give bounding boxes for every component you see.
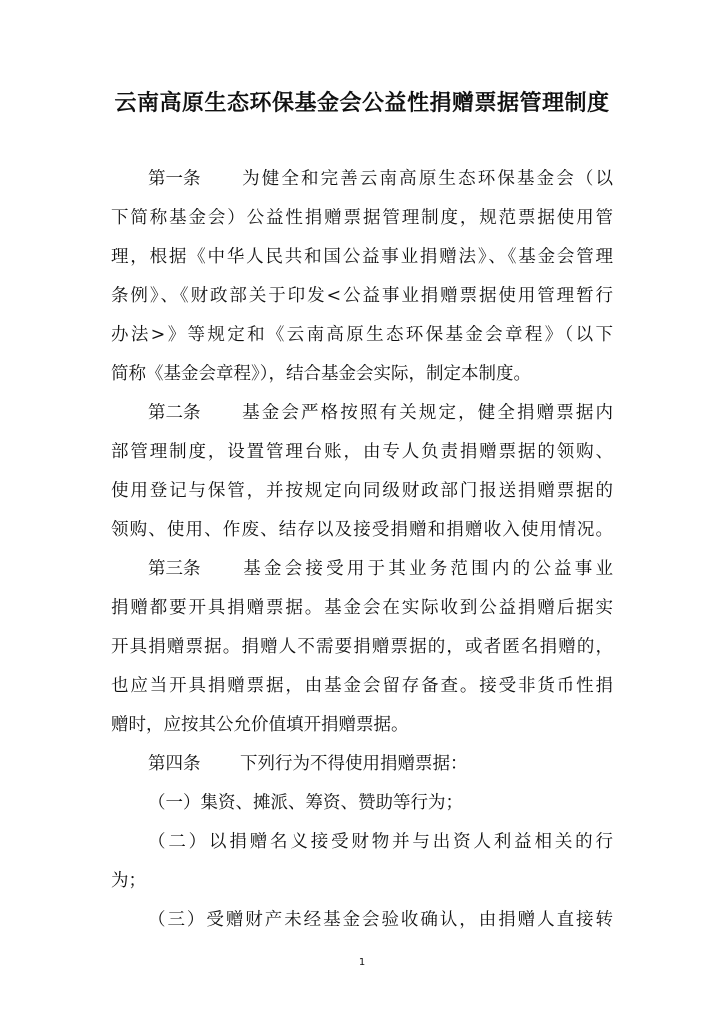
list-item-2: （二）以捐赠名义接受财物并与出资人利益相关的行 xyxy=(148,832,613,852)
list-item-3: （三）受赠财产未经基金会验收确认，由捐赠人直接转 xyxy=(148,910,613,930)
paragraph-line: 领购、使用、作废、结存以及接受捐赠和捐赠收入使用情况。 xyxy=(111,520,613,540)
paragraph-line: 也应当开具捐赠票据，由基金会留存备查。接受非货币性捐 xyxy=(111,676,613,696)
paragraph-line: 简称《基金会章程》），结合基金会实际，制定本制度。 xyxy=(111,364,531,384)
paragraph-line: 赠时，应按其公允价值填开捐赠票据。 xyxy=(111,715,409,735)
article-1-text: 为健全和完善云南高原生态环保基金会（以 xyxy=(240,169,613,189)
list-item-2-continuation: 为； xyxy=(111,871,146,891)
article-2-text: 基金会严格按照有关规定，健全捐赠票据内 xyxy=(240,403,613,423)
list-item-1: （一）集资、摊派、筹资、赞助等行为； xyxy=(148,793,463,813)
article-2-line-1 xyxy=(111,394,613,433)
article-3-heading: 第三条 xyxy=(148,559,201,579)
paragraph-line: 办法>》等规定和《云南高原生态环保基金会章程》（以下 xyxy=(111,325,613,345)
page-number: 1 xyxy=(358,957,366,968)
paragraph-line: 条例》、《财政部关于印发<公益事业捐赠票据使用管理暂行 xyxy=(111,286,613,306)
article-4-heading: 第四条 xyxy=(148,754,201,774)
article-1-line-1 xyxy=(111,160,613,199)
document-body xyxy=(111,160,613,940)
paragraph-line: 部管理制度，设置管理台账，由专人负责捐赠票据的领购、 xyxy=(111,442,613,462)
document-title: 云南高原生态环保基金会公益性捐赠票据管理制度 xyxy=(114,91,610,116)
paragraph-line: 捐赠都要开具捐赠票据。基金会在实际收到公益捐赠后据实 xyxy=(111,598,613,618)
article-2-heading: 第二条 xyxy=(148,403,201,423)
article-3-text: 基金会接受用于其业务范围内的公益事业 xyxy=(240,559,613,579)
article-4-line-1 xyxy=(111,745,613,784)
paragraph-line: 理，根据《中华人民共和国公益事业捐赠法》、《基金会管理 xyxy=(111,247,613,267)
paragraph-line: 下简称基金会）公益性捐赠票据管理制度，规范票据使用管 xyxy=(111,208,613,228)
article-1-heading: 第一条 xyxy=(148,169,201,189)
paragraph-line: 使用登记与保管，并按规定向同级财政部门报送捐赠票据的 xyxy=(111,481,613,501)
paragraph-line: 开具捐赠票据。捐赠人不需要捐赠票据的，或者匿名捐赠的， xyxy=(111,637,613,657)
article-4-text: 下列行为不得使用捐赠票据： xyxy=(240,754,468,774)
article-3-line-1 xyxy=(111,550,613,589)
